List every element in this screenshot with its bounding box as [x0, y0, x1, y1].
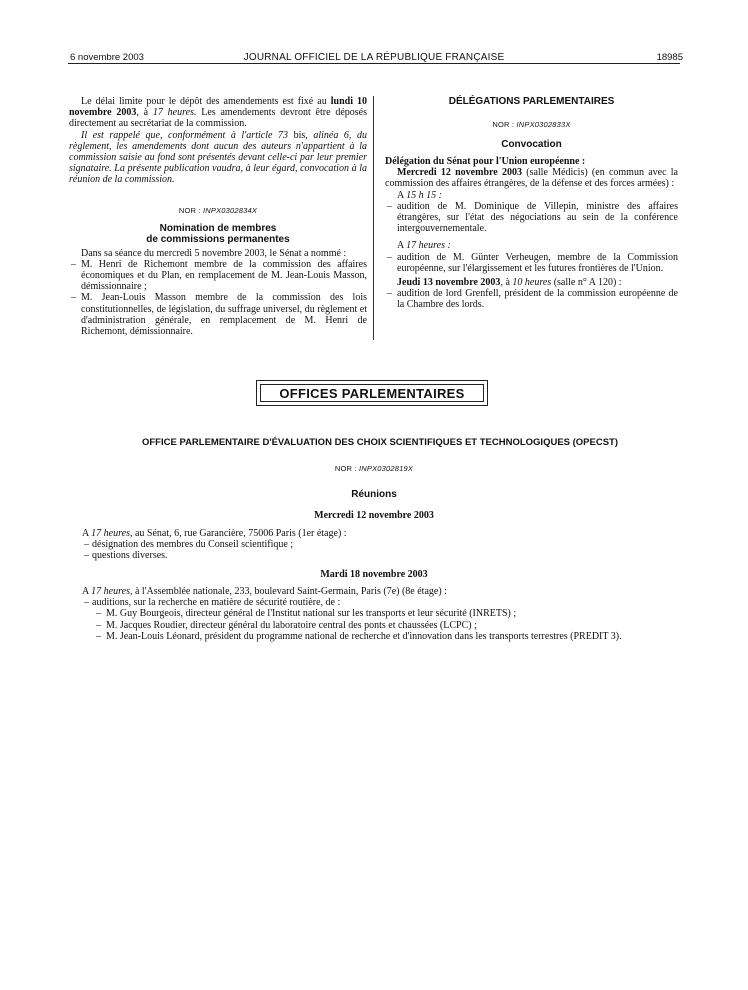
meeting-1-block [82, 528, 672, 562]
list-item: – audition de lord Grenfell, président de la commission européenne de la Chambre des lords. [385, 288, 678, 310]
list-item: – désignation des membres du Conseil scientifique ; [82, 539, 672, 550]
list-item: – M. Jean-Louis Masson membre de la commission des lois constitutionnelles, de législation, du suffrage universel, du règlement et d'administration générale, en remplacement de M. Henri de Richemont, démissionnaire. [69, 292, 367, 337]
meeting-date: Mercredi 12 novembre 2003 [314, 510, 434, 521]
offices-banner-text: OFFICES PARLEMENTAIRES [279, 385, 465, 401]
article-reminder-paragraph: Il est rappelé que, conformément à l'article 73 bis, alinéa 6, du règlement, les amendements dont aucun des auteurs n'appartient à la commission saisie au fond sont présentés devant celle-ci par leur premier signataire. La présente publication vaudra, à leur égard, convocation à la réunion de la commission. [69, 129, 367, 186]
list-item: – audition de M. Dominique de Villepin, ministre des affaires étrangères, sur l'état des négociations au sein de la conférence intergouvernementale. [385, 201, 678, 235]
reunions-heading: Réunions [351, 489, 397, 500]
journal-title: JOURNAL OFFICIEL DE LA RÉPUBLIQUE FRANÇAISE [243, 52, 505, 63]
list-item: – auditions, sur la recherche en matière de sécurité routière, de : [82, 597, 672, 608]
meeting-1: Mercredi 12 novembre 2003 (salle Médicis) (en commun avec la commission des affaires étrangères, de la défense et des forces armées) : [385, 167, 678, 190]
meeting-2: Jeudi 13 novembre 2003, à 10 heures (salle n° A 120) : [397, 277, 622, 289]
list-item: – M. Guy Bourgeois, directeur général de l'Institut national sur les transports et leur sécurité (INRETS) ; [82, 608, 672, 619]
list-item: – M. Jacques Roudier, directeur général du laboratoire central des ponts et chaussées (LCPC) ; [82, 620, 672, 631]
amendments-deadline-paragraph: Le délai limite pour le dépôt des amendements est fixé au lundi 10 novembre 2003, à 17 heures. Les amendements devront être déposés directement au secrétariat de la commission. [69, 96, 367, 130]
meeting-date: Mardi 18 novembre 2003 [320, 569, 428, 580]
meeting-location: A 17 heures, au Sénat, 6, rue Garancière, 75006 Paris (1er étage) : [82, 528, 347, 539]
list-item: – M. Jean-Louis Léonard, président du programme national de recherche et d'innovation dans les transports terrestres (PREDIT 3). [82, 631, 672, 642]
offices-banner [256, 380, 488, 406]
nor-reference: NOR : INPX0302833X [492, 119, 571, 129]
list-item: – M. Henri de Richemont membre de la commission des affaires économiques et du Plan, en remplacement de M. Jean-Louis Masson, démissionnaire ; [69, 259, 367, 293]
convocation-heading: Convocation [501, 138, 562, 150]
delegation-name: Délégation du Sénat pour l'Union européenne : [385, 156, 586, 167]
time-slot: A 15 h 15 : [397, 189, 443, 201]
list-item: – questions diverses. [82, 550, 672, 561]
nor-reference: NOR : INPX0302819X [334, 464, 414, 473]
time-slot: A 17 heures : [397, 240, 451, 252]
office-title: OFFICE PARLEMENTAIRE D'ÉVALUATION DES CHOIX SCIENTIFIQUES ET TECHNOLOGIQUES (OPECST) [141, 437, 619, 448]
column-divider [373, 96, 374, 340]
meeting-2-block [82, 586, 672, 642]
list-item: – audition de M. Günter Verheugen, membre de la Commission européenne, sur l'élargissement et les futures frontières de l'Union. [385, 252, 678, 274]
page-number: 18985 [656, 52, 683, 63]
right-column [385, 96, 678, 311]
header-date: 6 novembre 2003 [70, 52, 144, 63]
nor-reference: NOR : INPX0302834X [178, 205, 258, 215]
left-column [69, 96, 367, 337]
meeting-location: A 17 heures, à l'Assemblée nationale, 233, boulevard Saint-Germain, Paris (7e) (8e étage) : [82, 586, 447, 597]
header-rule [68, 63, 680, 64]
delegations-heading: DÉLÉGATIONS PARLEMENTAIRES [448, 96, 615, 107]
section-title: Nomination de membres de commissions permanentes [146, 222, 290, 246]
senate-intro: Dans sa séance du mercredi 5 novembre 2003, le Sénat a nommé : [81, 247, 347, 259]
